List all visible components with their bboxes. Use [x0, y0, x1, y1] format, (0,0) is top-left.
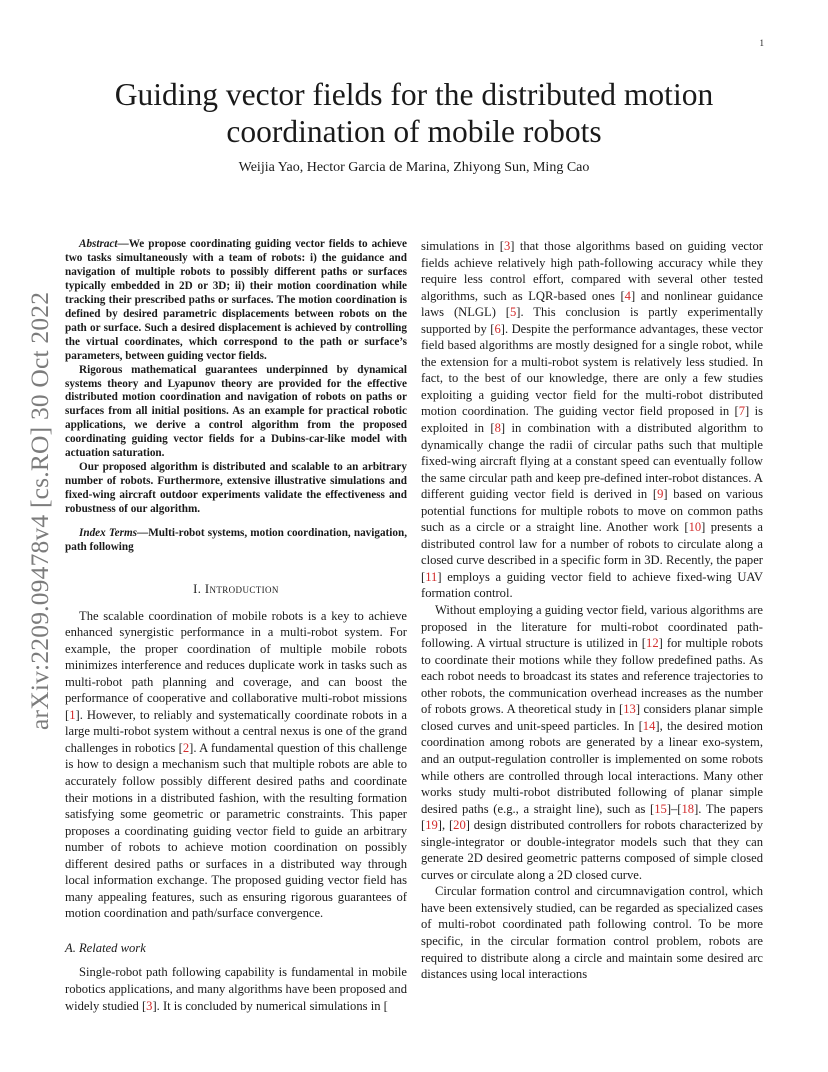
intro-paragraph-1: The scalable coordination of mobile robots is a key to achieve enhanced synergistic performance in a multi-robot system. For example, the proper coordination of multiple mobile robots minimizes interference and reduces duplicate work in tasks such as multi-robot path planning and coverage, and can boost the performance of cooperative and collaborative multi-robot missions [1]. However, to reliably and systematically coordinate robots in a large multi-robot system without a central nexus is one of the grand challenges in robotics [2]. A fundamental question of this challenge is how to design a mechanism such that multiple robots are able to accurately follow possibly different desired paths and coordinate their motions in a distributed fashion, with the resulting formation satisfying some geometric or parametric constraints. This paper proposes a coordinating guiding vector field to guide an arbitrary number of robots to achieve motion coordination on possibly different desired paths or surfaces in a distributed way through local information exchange. The proposed guiding vector field has many appealing features, such as ensuring rigorous guarantees of motion coordination and path/surface convergence.	[65, 608, 407, 921]
citation-link[interactable]: 6	[494, 321, 501, 336]
abstract-paragraph-3: Our proposed algorithm is distributed and scalable to an arbitrary number of robots. Furthermore, extensive illustrative simulations and fixed-wing aircraft outdoor experiments validate the effectiveness and robustness of our algorithm.	[65, 461, 407, 516]
index-terms-label: Index Terms	[79, 527, 138, 540]
citation-link[interactable]: 3	[503, 239, 511, 253]
page-number: 1	[759, 38, 764, 48]
citation-link[interactable]: 7	[738, 404, 746, 419]
related-work-paragraph-3: Circular formation control and circumnavigation control, which have been extensively studied, can be regarded as specialized cases of multi-robot coordinated path following control. To be more specific, in the circular formation control problem, robots are required to distribute along a circle and maintain some desired arc distances using local interactions	[421, 884, 763, 982]
citation-link[interactable]: 15	[654, 801, 667, 816]
index-terms: Index Terms—Multi-robot systems, motion coordination, navigation, path following	[65, 527, 407, 554]
author-list: Weijia Yao, Hector Garcia de Marina, Zhiyong Sun, Ming Cao	[238, 160, 590, 175]
section-heading-introduction: I. Introduction	[193, 581, 279, 596]
citation-link[interactable]: 11	[425, 569, 438, 584]
citation-link[interactable]: 19	[425, 818, 438, 833]
continued-text: simulations in [	[421, 239, 504, 253]
related-work-paragraph-2: Without employing a guiding vector field, various algorithms are proposed in the literature for multi-robot coordinated path-following. A virtual structure is utilized in [12] for multiple robots to coordinate their motions while they follow predefined paths. As each robot needs to broadcast its states and reference trajectories to other robots, the communication overhead increases as the number of robots grows. A theoretical study in [13] considers planar simple closed curves and unit-speed particles. In [14], the desired motion coordination among robots are generated by a linear exo-system, and an output-regulation controller is implemented on some robots while others are controlled through local interactions. Many other works study multi-robot distributed following of planar simple desired paths (e.g., a straight line), such as [15]–[18]. The papers [19], [20] design distributed controllers for robots characterized by single-integrator or double-integrator models such that they can generate 2D desired geometric patterns composed of simple closed curves or circulate along a 2D closed curve.	[421, 603, 763, 882]
title-line-2: coordination of mobile robots	[226, 114, 602, 149]
citation-link[interactable]: 3	[146, 998, 153, 1013]
related-work-paragraph-1-continued: simulations in [3] that those algorithms based on guiding vector fields achieve relatively high path-following accuracy while they require less control effort, compared with several other tested algorithms, such as LQR-based ones [4] and nonlinear guidance laws (NLGL) [5]. This conclusion is partly experimentally supported by [6]. Despite the performance advantages, these vector field based algorithms are mostly designed for a single robot, while the extension for a multi-robot system is relatively less studied. In fact, to the best of our knowledge, there are only a few studies exploiting a guiding vector field for the multi-robot distributed motion coordination. The guiding vector field proposed in [7] is exploited in [8] in combination with a distributed algorithm to dynamically change the radii of circular paths such that multiple fixed-wing aircraft flying at a constant speed can eventually follow the same circular path and keep pre-defined inter-robot distances. A different guiding vector field is derived in [9] based on various potential functions for multiple robots to move on common paths such as a circle or a straight line. Another work [10] presents a distributed control law for a number of robots to circulate along a closed curve described in a specific form in 3D. Recently, the paper [11] employs a guiding vector field to achieve fixed-wing UAV formation control.	[421, 239, 764, 601]
citation-link[interactable]: 9	[657, 487, 664, 502]
citation-link[interactable]: 5	[509, 305, 517, 320]
citation-link[interactable]: 4	[624, 288, 631, 303]
title-line-1: Guiding vector fields for the distributed motion	[114, 77, 714, 112]
abstract-paragraph-1: Abstract—We propose coordinating guiding vector fields to achieve two tasks simultaneously with a team of robots: i) the guidance and navigation of multiple robots to possibly different paths or surfaces typically embedded in 2D or 3D; ii) their motion coordination while tracking their prescribed paths or surfaces. The motion coordination is defined by desired parametric displacements between robots on the path or surface. Such a desired displacement is achieved by controlling the virtual coordinates, which correspond to the path or surface’s parameters, between guiding vector fields.	[65, 238, 407, 362]
citation-link[interactable]: 2	[182, 740, 190, 755]
abstract-label: Abstract	[79, 238, 118, 250]
citation-link[interactable]: 10	[688, 520, 702, 535]
paper-title	[60, 76, 768, 150]
citation-link[interactable]: 12	[646, 636, 659, 651]
citation-link[interactable]: 1	[69, 707, 76, 722]
subsection-heading-related-work: A. Related work	[65, 940, 146, 955]
citation-link[interactable]: 13	[623, 702, 636, 717]
related-work-paragraph-1: Single-robot path following capability is fundamental in mobile robotics applications, and many algorithms have been proposed and widely studied [3]. It is concluded by numerical simulations in [	[65, 965, 407, 1013]
abstract-paragraph-2: Rigorous mathematical guarantees underpinned by dynamical systems theory and Lyapunov theory are provided for the effective distributed motion coordination and navigation of robots on paths or surfaces from all initial positions. As an example for practical robotic applications, we derive a control algorithm from the proposed coordinating guiding vector fields for a Dubins-car-like model with actuation saturation.	[65, 363, 407, 460]
citation-link[interactable]: 18	[681, 801, 695, 816]
citation-link[interactable]: 8	[494, 421, 501, 436]
abstract	[65, 238, 407, 517]
citation-link[interactable]: 14	[642, 718, 656, 733]
citation-link[interactable]: 20	[453, 818, 466, 833]
right-column	[421, 238, 763, 983]
arxiv-identifier-stamp[interactable]: arXiv:2209.09478v4 [cs.RO] 30 Oct 2022	[25, 291, 54, 730]
left-column	[65, 238, 407, 1014]
